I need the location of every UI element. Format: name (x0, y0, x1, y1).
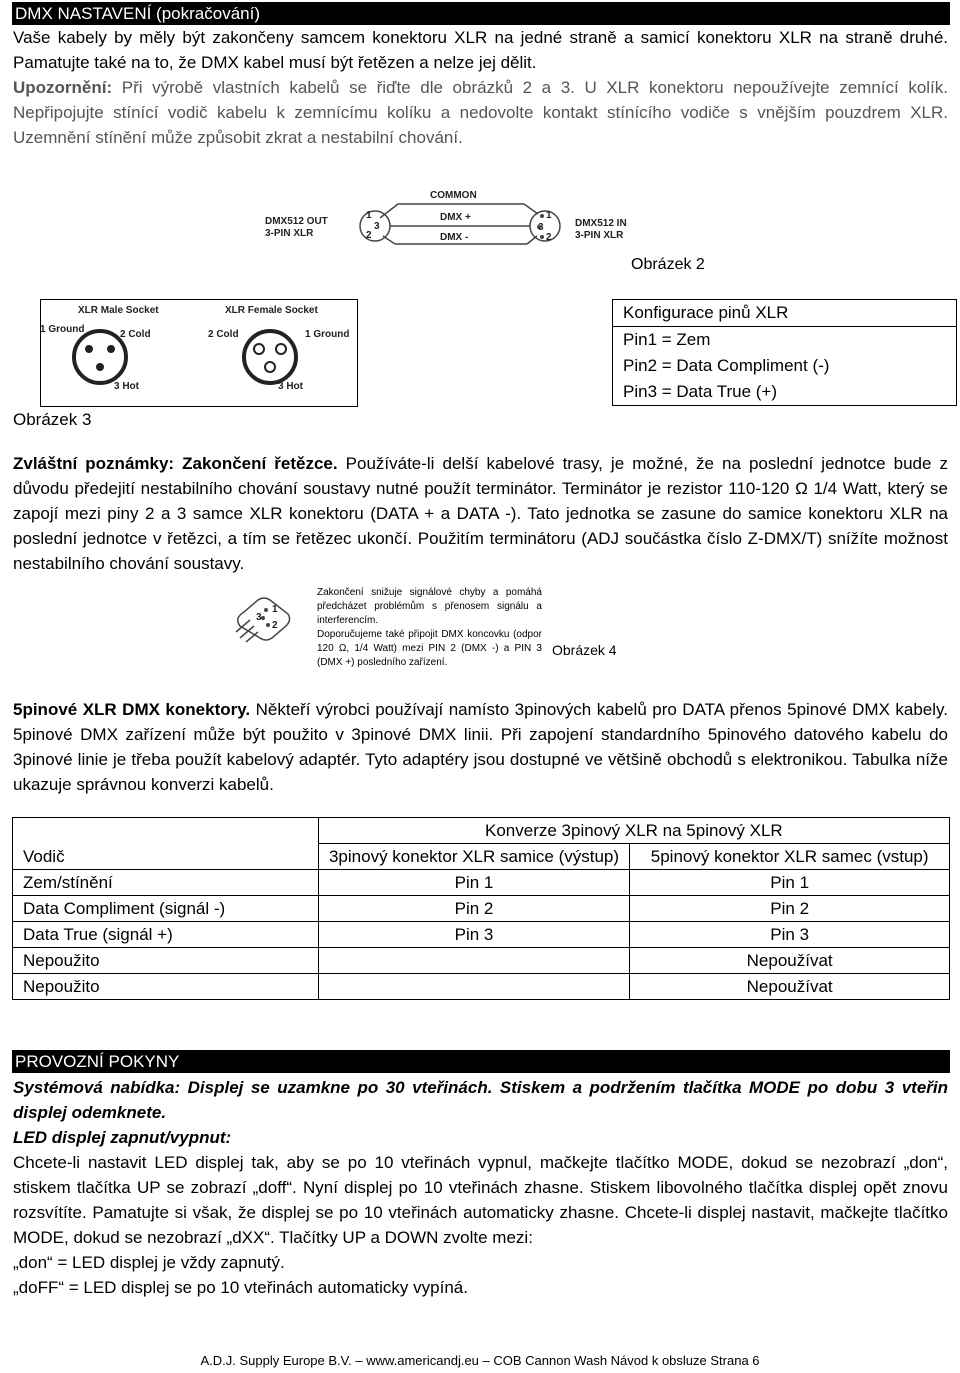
pin-config-table (612, 299, 957, 406)
terminator-note-2: Doporučujeme také připojit DMX koncovku (odpor 120 Ω, 1/4 Watt) mezi PIN 2 (DMX -) a PIN 3 (DMX +) posledního zařízení. (317, 629, 542, 668)
option-don: „don“ = LED displej je vždy zapnutý. (13, 1253, 285, 1272)
table-row: Nepoužito Nepoužívat (13, 974, 950, 1000)
conversion-table (12, 817, 950, 1000)
warning-paragraph (13, 75, 948, 150)
male-socket-title: XLR Male Socket (78, 305, 159, 316)
svg-text:3: 3 (256, 612, 262, 623)
warning-text: Při výrobě vlastních kabelů se řiďte dle obrázků 2 a 3. U XLR konektoru nepoužívejte zemnící kolík. Nepřipojujte stínící vodič kabelu k zemnícímu kolíku a nedovolte kontakt stínícího vodiče s vnějším pouzdrem XLR. Uzemnění stínění může způsobit zkrat a nestabilní chování. (13, 78, 948, 147)
figure4-caption: Obrázek 4 (552, 642, 617, 658)
operation-text (13, 1075, 948, 1300)
section-header-operation: PROVOZNÍ POKYNY (12, 1050, 950, 1073)
terminator-plug-icon (230, 588, 300, 646)
system-menu-text: Systémová nabídka: Displej se uzamkne po 30 vteřinách. Stiskem a podržením tlačítka MODE po dobu 3 vteřin displej odemknete. (13, 1078, 948, 1122)
svg-text:3 Hot: 3 Hot (114, 381, 139, 392)
svg-text:2 Cold: 2 Cold (120, 329, 151, 340)
in-label-1: DMX512 IN (575, 218, 627, 229)
out-label-2: 3-PIN XLR (265, 228, 314, 239)
table-row: Zem/stínění Pin 1 Pin 1 (13, 870, 950, 896)
warning-label: Upozornění: (13, 78, 113, 97)
fivepin-paragraph (13, 697, 948, 797)
cable-paragraph: Vaše kabely by měly být zakončeny samcem konektoru XLR na jedné straně a samicí konektoru XLR na straně druhé. Pamatujte také na to, že DMX kabel musí být řetězen a nelze jej dělit. (13, 28, 948, 72)
figure2-caption: Obrázek 2 (631, 256, 705, 273)
dmx-plus-label: DMX + (440, 212, 471, 223)
pin-config-row: Pin1 = Zem (613, 327, 957, 354)
svg-text:2: 2 (546, 232, 552, 243)
dmx-intro-text (13, 25, 948, 150)
male-socket-icon (74, 331, 126, 383)
dmx-chain-diagram (255, 180, 655, 250)
svg-text:3: 3 (374, 221, 380, 232)
table-row: Data True (signál +) Pin 3 Pin 3 (13, 922, 950, 948)
female-socket-icon (244, 331, 296, 383)
led-text: Chcete-li nastavit LED displej tak, aby se po 10 vteřinách vypnul, mačkejte tlačítko MODE, dokud se nezobrazí „don“, stiskem tlačítka UP se zobrazí „doff“. Nyní displej po 10 vteřinách zhasne. Stiskem libovolného tlačítka displej opět znovu rozsvítíte. Pamatujte si však, že displej se po 10 vteřinách automaticky zhasne. Chcete-li displej nastavit, mačkejte tlačítko MODE, dokud se nezobrazí „dXX“. Tlačítky UP a DOWN zvolte mezi: (13, 1153, 948, 1247)
xlr-socket-diagram (40, 299, 358, 407)
pin-config-row: Pin3 = Data True (+) (613, 379, 957, 406)
led-heading: LED displej zapnut/vypnut: (13, 1128, 232, 1147)
table-row: Data Compliment (signál -) Pin 2 Pin 2 (13, 896, 950, 922)
fivepin-heading: 5pinové XLR DMX konektory. (13, 700, 251, 719)
table-row: Nepoužito Nepoužívat (13, 948, 950, 974)
svg-text:2 Cold: 2 Cold (208, 329, 239, 340)
in-label-2: 3-PIN XLR (575, 230, 624, 241)
figure3-caption: Obrázek 3 (13, 410, 92, 429)
header-5pin: 5pinový konektor XLR samec (vstup) (630, 844, 950, 870)
termination-text: Používáte-li delší kabelové trasy, je možné, že na poslední jednotce bude z důvodu předejití nestabilního chování soustavy nutné použít terminátor. Terminátor je rezistor 110-120 Ω 1/4 Watt, který se zapojí mezi piny 2 a 3 samce XLR konektoru (DATA + a DATA -). Tato jednotka se zasune do samice konektoru XLR na poslední jednotce v řetězci, a tím se řetězec ukončí. Použitím terminátoru (ADJ součástka číslo Z-DMX/T) snížíte možnost nestabilního chování soustavy. (13, 454, 948, 573)
svg-text:3 Hot: 3 Hot (278, 381, 303, 392)
terminator-note-1: Zakončení snižuje signálové chyby a pomáhá předcházet problémům s přenosem signálu a interferencím. (317, 587, 542, 626)
out-label-1: DMX512 OUT (265, 216, 328, 227)
female-socket-title: XLR Female Socket (225, 305, 318, 316)
page-footer: A.D.J. Supply Europe B.V. – www.americandj.eu – COB Cannon Wash Návod k obsluze Strana 6 (200, 1353, 760, 1368)
termination-paragraph (13, 451, 948, 576)
svg-text:1: 1 (272, 604, 278, 615)
svg-text:1 Ground: 1 Ground (305, 329, 350, 340)
section-header-dmx: DMX NASTAVENÍ (pokračování) (12, 2, 950, 25)
pin-config-row: Pin2 = Data Compliment (-) (613, 353, 957, 379)
option-doff: „doFF“ = LED displej se po 10 vteřinách automaticky vypíná. (13, 1278, 468, 1297)
in-connector-icon (530, 211, 560, 241)
svg-text:1: 1 (546, 210, 552, 221)
common-label: COMMON (430, 190, 477, 201)
header-conductor: Vodič (13, 844, 319, 870)
svg-text:1: 1 (366, 210, 372, 221)
conversion-title: Konverze 3pinový XLR na 5pinový XLR (318, 818, 949, 844)
svg-text:3: 3 (538, 222, 544, 233)
pin-config-title: Konfigurace pinů XLR (613, 300, 957, 327)
fivepin-text: Někteří výrobci používají namísto 3pinových kabelů pro DATA přenos 5pinové DMX kabely. 5pinové DMX zařízení může být použito v 3pinové DMX linii. Při zapojení standardního 5pinového datového kabelu do 3pinové linie je třeba použít kabelový adaptér. Tyto adaptéry jsou dostupné ve většině obchodů s elektronikou. Tabulka níže ukazuje správnou konverzi kabelů. (13, 700, 948, 794)
dmx-minus-label: DMX - (440, 232, 469, 243)
svg-text:2: 2 (272, 620, 278, 631)
svg-text:1 Ground: 1 Ground (40, 324, 85, 335)
svg-text:2: 2 (366, 230, 372, 241)
termination-heading: Zvláštní poznámky: Zakončení řetězce. (13, 454, 338, 473)
header-3pin: 3pinový konektor XLR samice (výstup) (318, 844, 630, 870)
terminator-note (317, 586, 542, 670)
